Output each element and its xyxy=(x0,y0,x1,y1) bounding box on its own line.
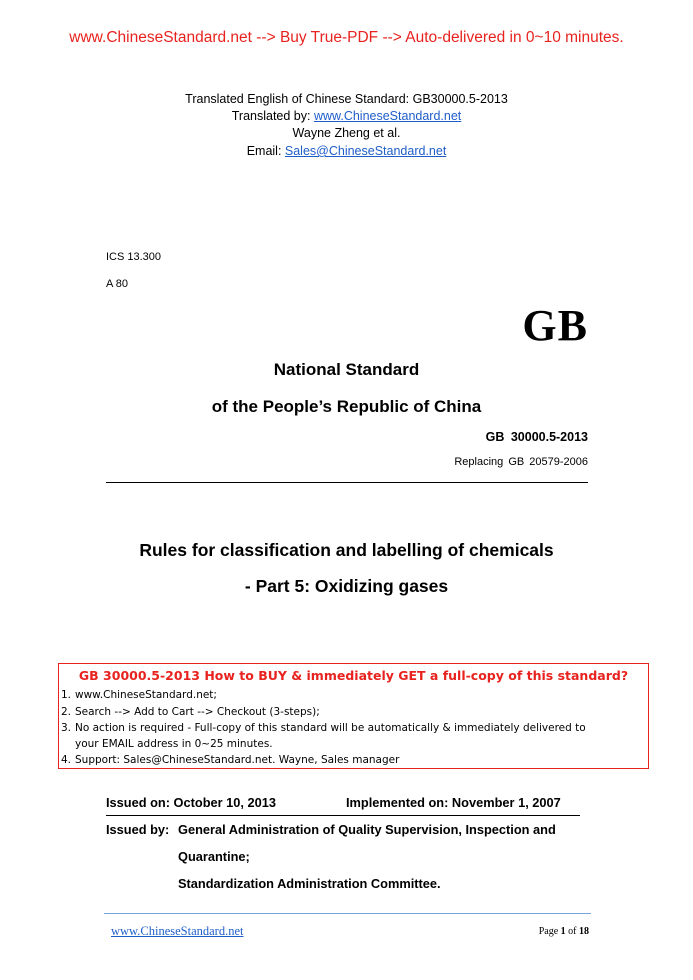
issued-on-date: Issued on: October 10, 2013 xyxy=(106,795,276,810)
heading-national-standard: National Standard xyxy=(273,360,420,379)
gb-mark: GB xyxy=(522,301,588,350)
translator-link[interactable]: www.ChineseStandard.net xyxy=(313,109,462,123)
header-divider xyxy=(106,482,588,483)
issuer-line-2: Quarantine; xyxy=(178,849,250,864)
page-total: 18 xyxy=(579,926,589,937)
purchase-box-heading: GB 30000.5-2013 How to BUY & immediately GET a full-copy of this standard? xyxy=(78,668,629,683)
issued-by-label: Issued by: xyxy=(106,822,170,837)
step-text[interactable]: www.ChineseStandard.net; xyxy=(75,689,217,701)
step-text: Support: Sales@ChineseStandard.net. Wayne, Sales manager xyxy=(75,754,400,766)
translated-by-label: Translated by: xyxy=(231,109,314,123)
translation-note: Translated English of Chinese Standard: GB30000.5-2013 xyxy=(185,92,508,106)
step-text-continued: your EMAIL address in 0~25 minutes. xyxy=(75,738,273,750)
document-subtitle: - Part 5: Oxidizing gases xyxy=(244,576,449,596)
step-text: No action is required - Full-copy of this standard will be automatically & immediately delivered to xyxy=(75,722,586,734)
footer-divider xyxy=(104,913,591,914)
issuer-line-1: General Administration of Quality Supervision, Inspection and xyxy=(178,822,556,837)
translated-by xyxy=(0,107,693,125)
page-of: of xyxy=(565,926,579,937)
ccs-code: A 80 xyxy=(106,278,129,290)
step-number: 1. xyxy=(61,689,72,701)
replacing-note: Replacing GB 20579-2006 xyxy=(454,456,588,468)
promo-banner[interactable]: www.ChineseStandard.net --> Buy True-PDF --> Auto-delivered in 0~10 minutes. xyxy=(69,29,624,46)
purchase-box xyxy=(58,663,649,769)
page-prefix: Page xyxy=(538,926,561,937)
ics-code: ICS 13.300 xyxy=(106,251,162,263)
contact-email xyxy=(0,142,693,160)
document-title: Rules for classification and labelling of chemicals xyxy=(139,540,554,560)
step-number: 4. xyxy=(61,754,72,766)
step-text: Search --> Add to Cart --> Checkout (3-steps); xyxy=(75,706,320,718)
page-current: 1 xyxy=(560,926,566,937)
issuer-line-3: Standardization Administration Committee. xyxy=(178,876,441,891)
step-number: 2. xyxy=(61,706,72,718)
email-label: Email: xyxy=(246,144,285,158)
translator-authors: Wayne Zheng et al. xyxy=(292,126,401,140)
heading-country: of the People’s Republic of China xyxy=(211,397,482,416)
email-link[interactable]: Sales@ChineseStandard.net xyxy=(284,144,447,158)
dates-underline xyxy=(106,815,580,816)
standard-code: GB 30000.5-2013 xyxy=(485,430,588,444)
step-number: 3. xyxy=(61,722,72,734)
implemented-on-date: Implemented on: November 1, 2007 xyxy=(346,795,561,810)
footer-site-link[interactable]: www.ChineseStandard.net xyxy=(111,924,244,938)
page-number xyxy=(539,926,589,937)
